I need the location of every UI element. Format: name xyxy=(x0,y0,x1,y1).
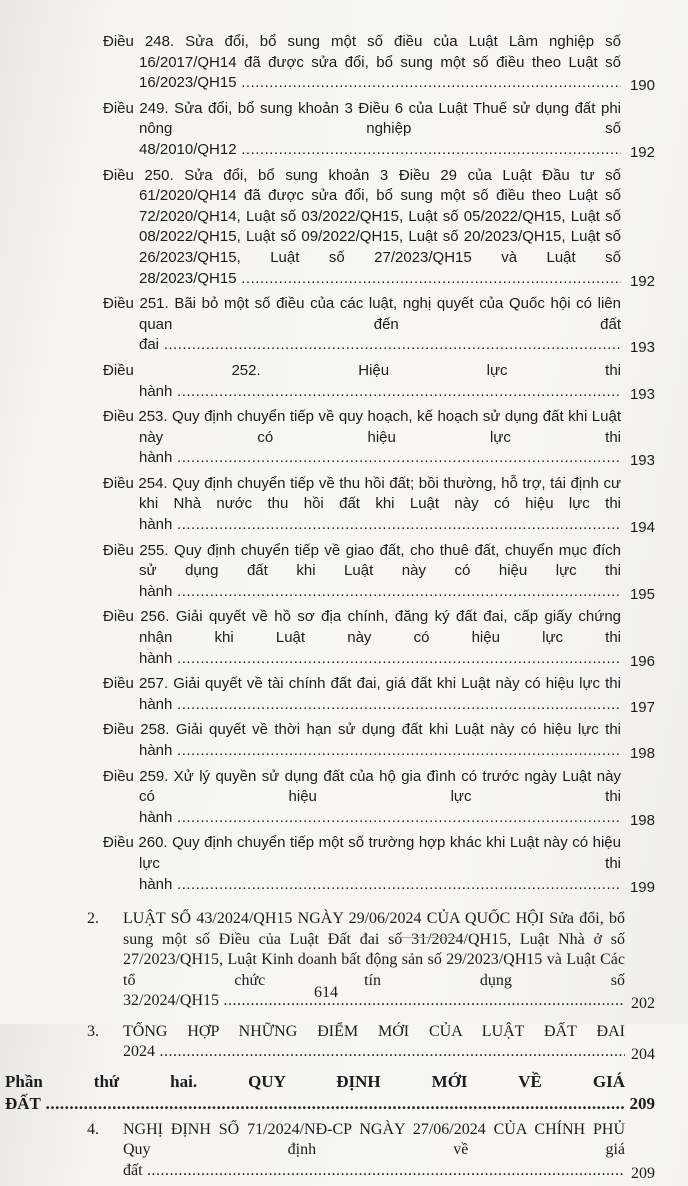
toc-page-number: 204 xyxy=(631,1046,655,1064)
toc-entry-text: Điều 256. Giải quyết về hồ sơ địa chính, đăng ký đất đai, cấp giấy chứng nhận khi Luật này có hiệu lực thi hành ..... xyxy=(103,608,621,666)
toc-page-number: 198 xyxy=(629,811,655,829)
toc-page-number: 194 xyxy=(629,519,655,537)
toc-entry[interactable] xyxy=(103,541,655,603)
toc-page-number: 195 xyxy=(629,585,655,603)
toc-part-heading[interactable] xyxy=(5,1071,655,1115)
toc-entry[interactable] xyxy=(103,607,655,669)
toc-page-number: 196 xyxy=(629,652,655,670)
toc-entry[interactable] xyxy=(103,407,655,469)
toc-entry-text: Điều 255. Quy định chuyển tiếp về giao đất, cho thuê đất, chuyển mục đích sử dụng đất khi Luật này có hiệu lực thi hành ..... xyxy=(103,542,621,600)
toc-entry[interactable] xyxy=(103,166,655,290)
toc-page-number: 209 xyxy=(631,1164,655,1182)
toc-entry-text: Điều 258. Giải quyết về thời hạn sử dụng đất khi Luật này có hiệu lực thi hành ..... xyxy=(103,721,621,759)
toc-entry-text: Điều 253. Quy định chuyển tiếp về quy hoạch, kế hoạch sử dụng đất khi Luật này có hiệu lực thi hành ..... xyxy=(103,408,621,466)
table-of-contents xyxy=(5,32,655,1186)
toc-entry[interactable] xyxy=(103,674,655,715)
toc-page-number: 209 xyxy=(629,1093,655,1113)
toc-page-number: 190 xyxy=(629,77,655,95)
toc-entry-text: Điều 251. Bãi bỏ một số điều của các luật, nghị quyết của Quốc hội có liên quan đến đất đai ..... xyxy=(103,295,621,353)
toc-item[interactable] xyxy=(87,909,655,1012)
toc-entry-text: Điều 257. Giải quyết về tài chính đất đai, giá đất khi Luật này có hiệu lực thi hành ..... xyxy=(103,675,621,713)
toc-item[interactable] xyxy=(87,1022,655,1063)
toc-entry-text: Điều 248. Sửa đổi, bổ sung một số điều của Luật Lâm nghiệp số 16/2017/QH14 đã được sửa đổi, bổ sung một số điều theo Luật số 16/2023/QH15 ..... xyxy=(103,33,621,91)
toc-entry-text: Điều 260. Quy định chuyển tiếp một số trường hợp khác khi Luật này có hiệu lực thi hành ..... xyxy=(103,834,621,892)
page-number: 614 xyxy=(314,984,338,1001)
toc-page-number: 202 xyxy=(631,995,655,1013)
toc-entry-text: Điều 254. Quy định chuyển tiếp về thu hồi đất; bồi thường, hỗ trợ, tái định cư khi Nhà nước thu hồi đất khi Luật này có hiệu lực thi hành ..... xyxy=(103,475,621,533)
toc-entry[interactable] xyxy=(103,294,655,356)
toc-entry[interactable] xyxy=(103,99,655,161)
toc-entry[interactable] xyxy=(103,361,655,402)
toc-page-number: 198 xyxy=(629,745,655,762)
toc-page-number: 192 xyxy=(629,272,655,290)
toc-entry[interactable] xyxy=(103,32,655,94)
toc-entry-text: Điều 252. Hiệu lực thi hành ..... xyxy=(103,362,621,400)
toc-page-number: 193 xyxy=(629,339,655,357)
toc-item-number: 3. xyxy=(87,1022,99,1040)
toc-entry[interactable] xyxy=(103,767,655,829)
toc-page-number: 193 xyxy=(629,452,655,470)
toc-entry-text: Điều 250. Sửa đổi, bổ sung khoản 3 Điều 29 của Luật Đầu tư số 61/2020/QH14 đã được sửa đổi, bổ sung một số điều theo Luật số 72/2020/QH14, Luật số 03/2022/QH15, Luật số 05/2022/QH15, Luật số 08/2022/QH15, Luật số 09/2022/QH15, Luật số 20/2023/QH15, Luật số 26/2023/QH15, Luật số 27/2023/QH15 và Luật số 28/2023/QH15 ..... xyxy=(103,167,621,287)
toc-entry[interactable] xyxy=(103,720,655,761)
toc-entry-text: Điều 249. Sửa đổi, bổ sung khoản 3 Điều 6 của Luật Thuế sử dụng đất phi nông nghiệp số 48/2010/QH12 ..... xyxy=(103,100,621,158)
toc-item-4[interactable] xyxy=(87,1120,655,1182)
toc-entry-text: TỔNG HỢP NHỮNG ĐIỂM MỚI CỦA LUẬT ĐẤT ĐAI 2024 ..... xyxy=(123,1023,625,1061)
toc-item-number: 4. xyxy=(87,1120,99,1138)
toc-entry[interactable] xyxy=(103,474,655,536)
toc-page-number: 199 xyxy=(629,878,655,896)
toc-page-number: 192 xyxy=(629,143,655,161)
toc-page-number: 193 xyxy=(629,385,655,403)
toc-entry-text: NGHỊ ĐỊNH SỐ 71/2024/NĐ-CP NGÀY 27/06/2024 CỦA CHÍNH PHỦ Quy định về giá đất ..... xyxy=(123,1121,625,1179)
toc-entry-text: Điều 259. Xử lý quyền sử dụng đất của hộ gia đình có trước ngày Luật này có hiệu lực thi hành ..... xyxy=(103,768,621,826)
toc-item-number: 2. xyxy=(87,910,99,928)
toc-entry-text: Phần thứ hai. QUY ĐỊNH MỚI VỀ GIÁ ĐẤT ..... xyxy=(5,1072,625,1113)
toc-entry-text: LUẬT SỐ 43/2024/QH15 NGÀY 29/06/2024 CỦA QUỐC HỘI Sửa đổi, bổ sung một số Điều của Luật Đất đai số 31/2024/QH15, Luật Nhà ở số 27/2023/QH15, Luật Kinh doanh bất động sản số 29/2023/QH15 và Luật Các tổ chức tín dụng số 32/2024/QH15 ..... xyxy=(123,910,625,1009)
divider xyxy=(400,937,460,938)
toc-page-number: 197 xyxy=(629,698,655,716)
toc-entry[interactable] xyxy=(103,833,655,895)
